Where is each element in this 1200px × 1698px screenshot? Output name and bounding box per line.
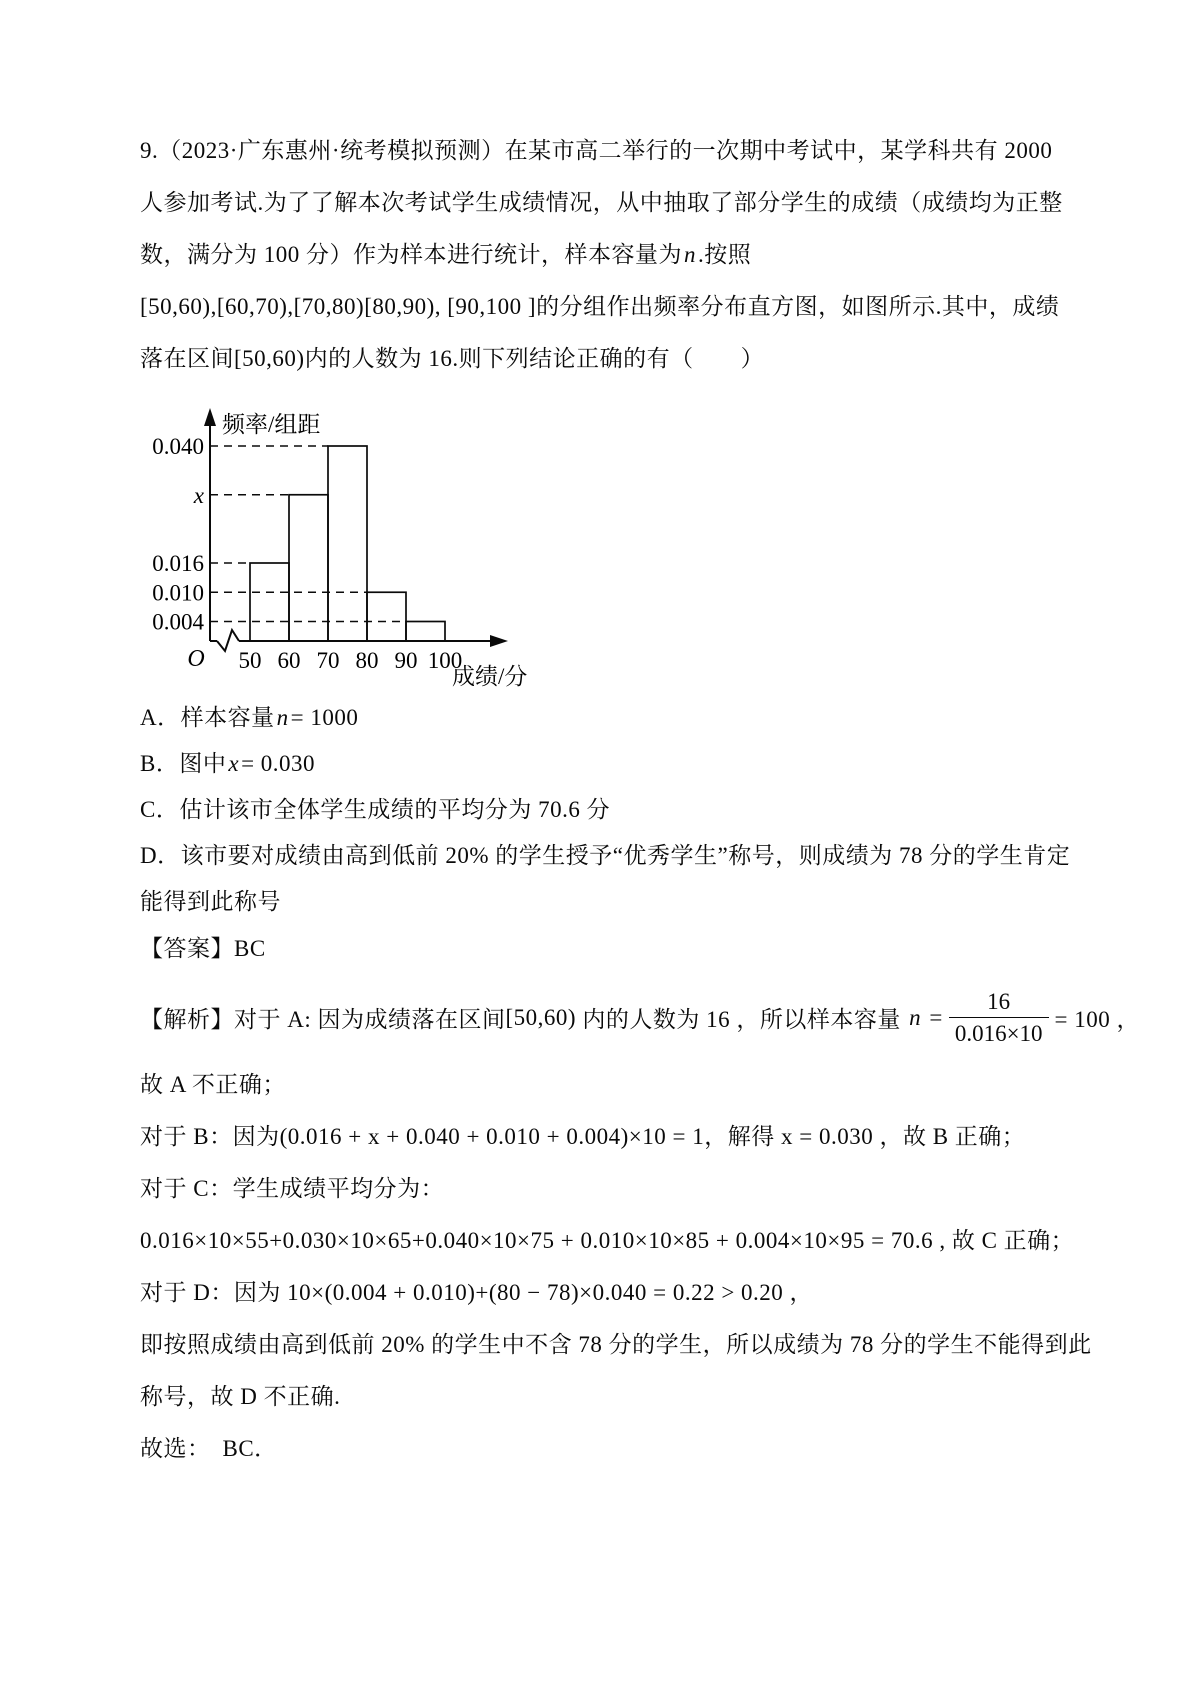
option-text: 图中: [179, 751, 227, 776]
analysis-text: 称号，故 D 不正确.: [140, 1383, 341, 1409]
answer-value: BC: [234, 936, 266, 961]
fraction-denominator: 0.016×10: [949, 1017, 1049, 1049]
svg-text:100: 100: [427, 648, 463, 673]
analysis-text: 对于 D：因为 10×(0.004 + 0.010)+(80 − 78)×0.040 = 0.22 > 0.20 ，: [140, 1279, 814, 1305]
question-text: 内的人数为 16.则下列结论正确的有（ ）: [304, 346, 765, 371]
analysis-text: 故 A 不正确；: [140, 1071, 286, 1097]
svg-text:0.016: 0.016: [152, 551, 204, 576]
analysis-math: = 100 ，: [1054, 1007, 1141, 1033]
question-line-5: [140, 344, 1065, 374]
option-a: [140, 705, 1065, 731]
option-d-continued: [140, 889, 1065, 915]
question-text: .按照: [698, 242, 752, 267]
svg-text:50: 50: [238, 648, 262, 673]
svg-text:0.010: 0.010: [152, 580, 204, 606]
option-label: A．: [140, 705, 181, 730]
analysis-line-d2: [140, 1331, 1092, 1359]
question-text: 的分组作出频率分布直方图，如图所示.其中，成绩: [536, 294, 1060, 319]
analysis-text: 【解析】对于 A: 因为成绩落在区间: [140, 1007, 506, 1033]
option-label: D．: [140, 843, 181, 868]
svg-text:O: O: [187, 646, 205, 672]
svg-text:0.040: 0.040: [152, 434, 204, 459]
conclusion-text: 故选： BC．: [140, 1435, 278, 1461]
math-variable-n: n: [276, 705, 289, 730]
option-math: = 1000: [290, 705, 359, 730]
fraction-numerator: 16: [987, 989, 1011, 1014]
analysis-text: 对于 C：学生成绩平均分为：: [140, 1175, 445, 1201]
option-math: = 0.030: [241, 751, 316, 776]
analysis-line-d3: [140, 1383, 1065, 1411]
interval-50-60: [50,60): [505, 1004, 577, 1030]
frequency-histogram-chart: [150, 396, 1065, 697]
option-text: 样本容量: [180, 705, 275, 730]
analysis-line-a: [140, 987, 1141, 1049]
math-variable-x: x: [228, 751, 240, 776]
question-line-4: [140, 292, 1065, 322]
svg-text:x: x: [193, 482, 204, 508]
option-text: 能得到此称号: [140, 889, 281, 914]
analysis-line-c2: [140, 1227, 1075, 1255]
svg-text:成绩/分: 成绩/分: [452, 664, 528, 689]
analysis-line-d1: [140, 1279, 1065, 1307]
question-text: 9.（2023·广东惠州·统考模拟预测）在某市高二举行的一次期中考试中，某学科共有 2000: [140, 138, 1053, 163]
question-text: 数，满分为 100 分）作为样本进行统计，样本容量为: [140, 242, 682, 267]
svg-text:频率/组距: 频率/组距: [222, 412, 321, 437]
answer-label: 【答案】: [140, 936, 234, 961]
analysis-line-c1: [140, 1175, 1065, 1203]
svg-text:0.004: 0.004: [152, 609, 204, 635]
fraction: [949, 987, 1049, 1049]
question-text: 人参加考试.为了了解本次考试学生成绩情况，从中抽取了部分学生的成绩（成绩均为正整: [140, 190, 1063, 215]
svg-text:70: 70: [316, 648, 340, 673]
answer-line: [140, 935, 1065, 963]
interval-50-60: [50,60): [234, 346, 305, 371]
svg-text:80: 80: [355, 648, 379, 673]
option-c: [140, 797, 1065, 823]
question-text: 落在区间: [140, 346, 234, 371]
math-variable-n: n: [684, 242, 696, 267]
option-d: [140, 843, 1071, 869]
analysis-text: 即按照成绩由高到低前 20% 的学生中不含 78 分的学生，所以成绩为 78 分的学生不能得到此: [140, 1331, 1092, 1357]
analysis-text: 内的人数为 16 ，所以样本容量: [576, 1007, 908, 1033]
analysis-line-b: [140, 1123, 1065, 1151]
option-text: 估计该市全体学生成绩的平均分为 70.6 分: [179, 797, 611, 822]
option-text: 该市要对成绩由高到低前 20% 的学生授予“优秀学生”称号，则成绩为 78 分的学生肯定: [180, 843, 1071, 868]
svg-text:60: 60: [277, 648, 301, 673]
conclusion-line: [140, 1435, 1065, 1463]
question-line-3: [140, 240, 1065, 270]
math-variable-n: n: [909, 1004, 922, 1030]
svg-text:90: 90: [394, 648, 418, 673]
question-line-2: [140, 188, 1065, 218]
analysis-math: 0.016×10×55+0.030×10×65+0.040×10×75 + 0.010×10×85 + 0.004×10×95 = 70.6 , 故 C 正确；: [140, 1227, 1075, 1253]
option-label: C．: [140, 797, 180, 822]
question-line-1: [140, 136, 1065, 166]
interval-list: [50,60),[60,70),[70,80)[80,90), [90,100 ]: [140, 294, 537, 319]
analysis-a-result: [140, 1071, 1065, 1099]
analysis-text: 对于 B：因为(0.016 + x + 0.040 + 0.010 + 0.004)×10 = 1，解得 x = 0.030 ，故 B 正确；: [140, 1123, 1026, 1149]
option-b: [140, 751, 1065, 777]
option-label: B．: [140, 751, 180, 776]
histogram-svg: [150, 396, 590, 692]
analysis-math: =: [923, 1004, 943, 1030]
